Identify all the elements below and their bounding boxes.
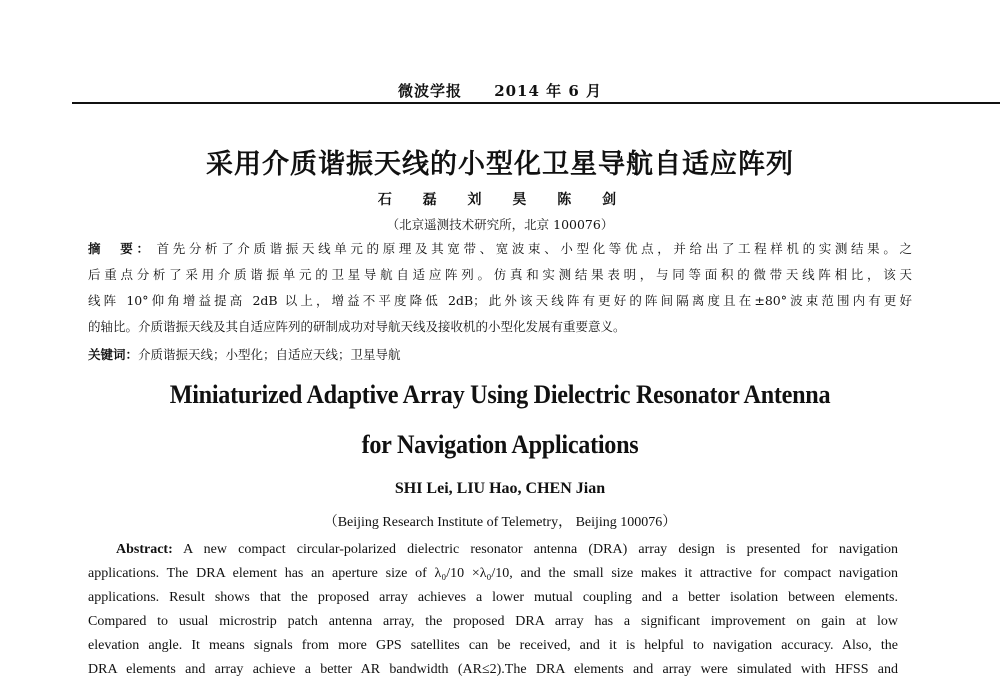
english-abstract-line: Abstract: A new compact circular-polarized dielectric resonator antenna (DRA) array design is presented for navigation <box>116 542 898 557</box>
english-abstract-line: Compared to usual microstrip patch antenna array, the proposed DRA array has a significant improvement on gain at low <box>88 614 898 629</box>
header-rule <box>72 102 1000 104</box>
english-authors: SHI Lei, LIU Hao, CHEN Jian <box>394 480 606 497</box>
english-affiliation: （Beijing Research Institute of Telemetry， Beijing 100076） <box>323 515 677 530</box>
english-title-line-1: Miniaturized Adaptive Array Using Dielectric Resonator Antenna <box>169 380 831 409</box>
chinese-abstract-line: 摘 要： 首先分析了介质谐振天线单元的原理及其宽带、宽波束、小型化等优点，并给出了工程样机的实测结果。之 <box>88 241 912 256</box>
issue-date: 2014 年 6 月 <box>494 82 603 100</box>
running-header <box>0 80 1000 101</box>
chinese-keywords-text: 介质谐振天线；小型化；自适应天线；卫星导航 <box>138 347 401 362</box>
chinese-authors: 石 磊 刘 昊 陈 剑 <box>377 192 623 208</box>
chinese-abstract-line: 线阵 10°仰角增益提高 2dB 以上，增益不平度降低 2dB；此外该天线阵有更好的阵间隔离度且在±80°波束范围内有更好 <box>88 293 912 308</box>
english-abstract-label: Abstract: <box>116 542 173 557</box>
english-abstract-line: DRA elements and array achieve a better AR bandwidth (AR≤2).The DRA elements and array were simulated with HFSS and <box>88 662 898 677</box>
chinese-abstract <box>88 236 912 340</box>
chinese-keywords <box>88 345 912 365</box>
english-title-line-2: for Navigation Applications <box>361 430 639 459</box>
chinese-abstract-line: 后重点分析了采用介质谐振单元的卫星导航自适应阵列。仿真和实测结果表明，与同等面积的微带天线阵相比，该天 <box>88 267 912 282</box>
english-abstract <box>88 538 898 682</box>
english-abstract-line: applications. Result shows that the proposed array achieves a lower mutual coupling and a better isolation between elements. <box>88 590 898 605</box>
chinese-keywords-label: 关键词： <box>88 347 139 362</box>
chinese-abstract-label: 摘 要： <box>88 241 153 256</box>
chinese-abstract-line: 的轴比。介质谐振天线及其自适应阵列的研制成功对导航天线及接收机的小型化发展有重要意义。 <box>88 319 626 334</box>
chinese-affiliation: （北京遥测技术研究所，北京 100076） <box>386 217 614 232</box>
english-abstract-line: applications. The DRA element has an aperture size of λ₀/10 ×λ₀/10, and the small size makes it attractive for compact navigation <box>88 566 898 581</box>
chinese-title: 采用介质谐振天线的小型化卫星导航自适应阵列 <box>206 149 794 180</box>
journal-name: 微波学报 <box>397 82 462 100</box>
english-abstract-line: elevation angle. It means signals from more GPS satellites can be received, and it is helpful to navigation accuracy. Also, the <box>88 638 898 653</box>
